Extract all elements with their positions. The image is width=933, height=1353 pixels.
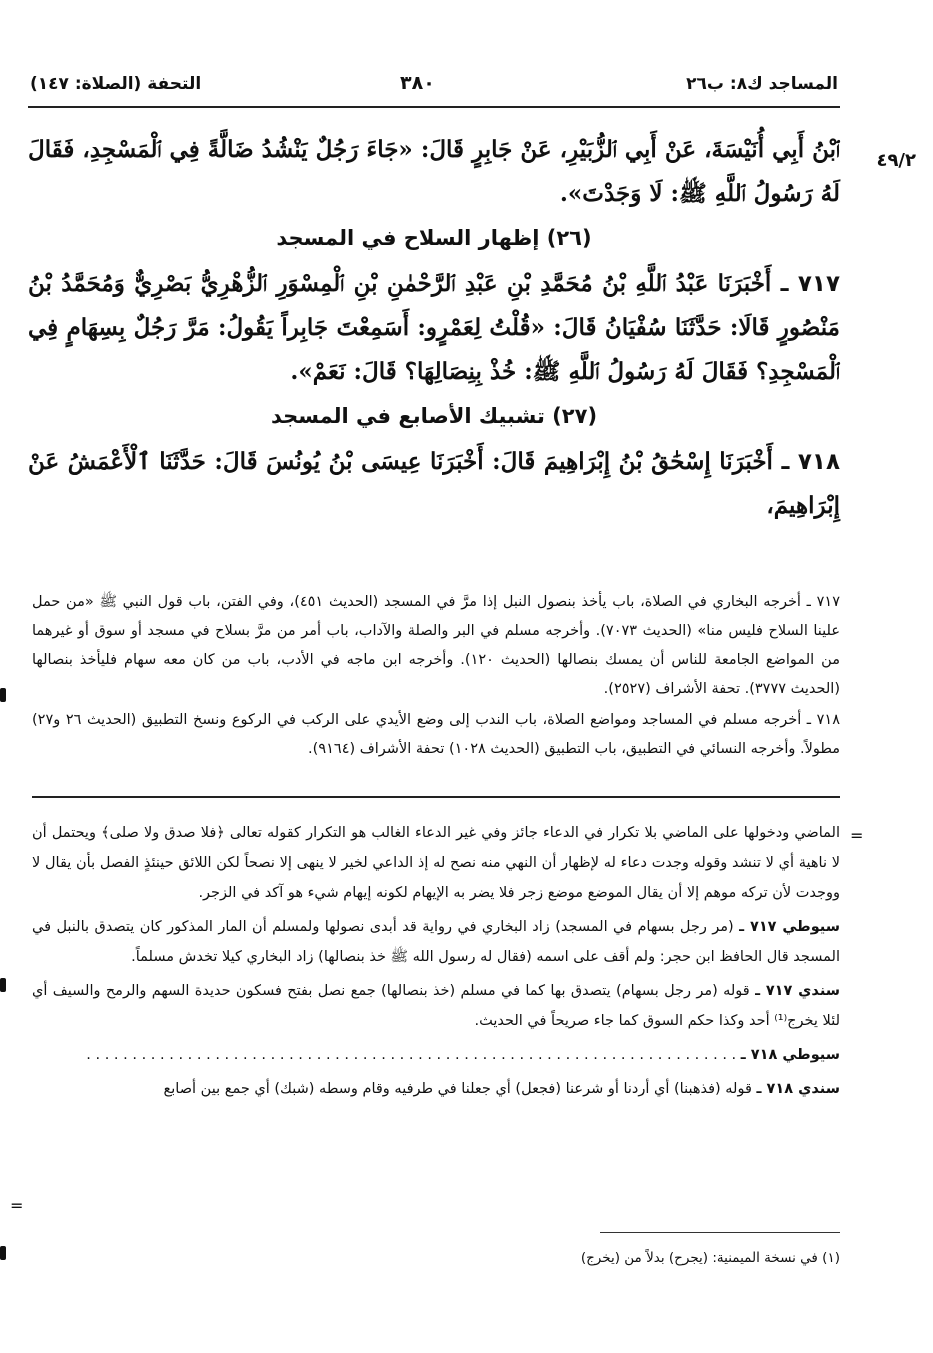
page-number: ٣٨٠	[400, 72, 435, 94]
commentary-label: سندي ٧١٧ ـ	[755, 983, 840, 999]
commentary-text: قوله (فذهبنا) أي أردنا أو شرعنا (فجعل) أي جعلنا في طرفيه وقام وسطه (شبك) أي جمع بين أصابع	[163, 1081, 752, 1097]
commentary-text: قوله (مر رجل بسهام) يتصدق بها كما في مسلم (خذ بنصالها) جمع نصل بفتح فسكون حديدة السهم والرمح والسيف أي لئلا يخرج⁽¹⁾ أحد وكذا حكم السوق كما جاء صريحاً في الحديث.	[32, 983, 840, 1029]
hadith-text: أَخْبَرَنَا عَبْدُ ٱللَّهِ بْنُ مُحَمَّدِ بْنِ عَبْدِ ٱلرَّحْمٰنِ بْنِ ٱلْمِسْوَرِ ٱلزُّهْرِيُّ بَصْرِيٌّ وَمُحَمَّدُ بْنُ مَنْصُورٍ قَالَا: حَدَّثَنَا سُفْيَانُ قَالَ: «قُلْتُ لِعَمْرٍو: أَسَمِعْتَ جَابِراً يَقُولُ: مَرَّ رَجُلٌ بِسِهَامٍ فِي ٱلْمَسْجِدِ؟ فَقَالَ لَهُ رَسُولُ ٱللَّهِ ﷺ: خُذْ بِنِصَالِهَا؟ قَالَ: نَعَمْ».	[28, 270, 840, 385]
hadith-number: ٧١٧ ـ	[780, 271, 841, 297]
header-book-chapter: المساجد ك٨: ب٢٦	[686, 74, 838, 94]
margin-reference-number: ٤٩/٢	[876, 150, 916, 171]
continuation-mark: =	[850, 826, 864, 845]
hadith-718	[28, 440, 840, 528]
hadith-717	[28, 262, 840, 394]
commentary-sindi-717	[32, 976, 840, 1036]
chapter-heading-26: (٢٦) إظهار السلاح في المسجد	[276, 226, 592, 250]
commentary	[32, 818, 840, 1108]
header-tuhfa-ref: التحفة (الصلاة: ١٤٧)	[30, 74, 202, 94]
commentary-label: سندي ٧١٨ ـ	[756, 1081, 840, 1097]
hadith-text: أَخْبَرَنَا إِسْحَٰقُ بْنُ إِبْرَاهِيمَ قَالَ: أَخْبَرَنَا عِيسَى بْنُ يُونُسَ قَالَ: حَدَّثَنَا ٱلْأَعْمَشُ عَنْ إِبْرَاهِيمَ،	[28, 448, 840, 519]
scan-edge-mark	[0, 688, 6, 702]
main-text	[28, 128, 840, 528]
takhrij-718: ٧١٨ ـ أخرجه مسلم في المساجد ومواضع الصلاة، باب الندب إلى وضع الأيدي على الركب في الركوع ونسخ التطبيق (الحديث ٢٦ و٢٧) مطولاً. وأخرجه النسائي في التطبيق، باب التطبيق (الحديث ١٠٢٨) تحفة الأشراف (٩١٦٤).	[32, 712, 840, 757]
takhrij-717: ٧١٧ ـ أخرجه البخاري في الصلاة، باب يأخذ بنصول النبل إذا مرَّ في المسجد (الحديث ٤٥١)، وفي الفتن، باب قول النبي ﷺ «من حمل علينا السلاح فليس منا» (الحديث ٧٠٧٣). وأخرجه مسلم في البر والصلة والآداب، باب أمر من مرَّ بسلاح في مسجد أو سوق أو غيرهما من المواضع الجامعة للناس أن يمسك بنصالها (الحديث ١٢٠). وأخرجه ابن ماجه في الأدب، باب من كان معه سهام فليأخذ بنصالها (الحديث ٣٧٧٧). تحفة الأشراف (٢٥٢٧).	[32, 594, 841, 697]
commentary-sindi-718	[32, 1074, 840, 1104]
takhrij-notes	[32, 588, 840, 766]
header-rule	[28, 106, 840, 108]
commentary-text: . . . . . . . . . . . . . . . . . . . . . . . . . . . . . . . . . . . . . . . . . . . . . . . . . . . . . . . . . . . . . . . . . . . . . . .	[86, 1047, 737, 1063]
commentary-label: سيوطي ٧١٧ ـ	[739, 919, 840, 935]
commentary-label: سيوطي ٧١٨ ـ	[740, 1047, 840, 1063]
commentary-suyuti-717	[32, 912, 840, 972]
scan-edge-mark	[0, 1246, 6, 1260]
hadith-intro: ٱبْنُ أَبِي أُنَيْسَةَ، عَنْ أَبِي ٱلزُّبَيْرِ، عَنْ جَابِرٍ قَالَ: «جَاءَ رَجُلٌ يَنْشُدُ ضَالَّةً فِي ٱلْمَسْجِدِ، فَقَالَ لَهُ رَسُولُ ٱللَّهِ ﷺ: لَا وَجَدْتَ».	[28, 136, 840, 207]
commentary-continued: الماضي ودخولها على الماضي بلا تكرار في الدعاء جائز وفي غير الدعاء الغالب هو التكرار كقوله تعالى ﴿فلا صدق ولا صلى﴾ ويحتمل أن لا ناهية أي لا تنشد وقوله وجدت دعاء له لإظهار أن النهي منه نصح له إذ الداعي لخير لا ينهى إلا نصحاً لكن اللائق حينئذٍ الفصل بأن يقال لا ووجدت لأن تركه موهم إلا أن يقال الموضع موضع زجر فلا يضر به الإيهام لكونه إيهام شيء هو آكد في الزجر.	[32, 825, 840, 901]
continuation-mark: =	[10, 1196, 24, 1215]
page-header	[30, 72, 838, 100]
footnote-rule	[600, 1232, 840, 1233]
commentary-suyuti-718	[32, 1040, 840, 1070]
section-rule	[32, 796, 840, 798]
footnote: (١) في نسخة الميمنية: (يجرح) بدلاً من (يخرج)	[580, 1250, 840, 1266]
commentary-text: (مر رجل بسهام في المسجد) زاد البخاري في رواية قد أبدى نصولها ولمسلم أن المار المذكور كان يتصدق بالنبل في المسجد قال الحافظ ابن حجر: ولم أقف على اسمه (فقال له رسول الله ﷺ خذ بنصالها) زاد البخاري كيلا تخدش مسلماً.	[32, 919, 840, 965]
hadith-number: ٧١٨ ـ	[781, 449, 840, 475]
chapter-heading-27: (٢٧) تشبيك الأصابع في المسجد	[270, 404, 598, 428]
scan-edge-mark	[0, 978, 6, 992]
